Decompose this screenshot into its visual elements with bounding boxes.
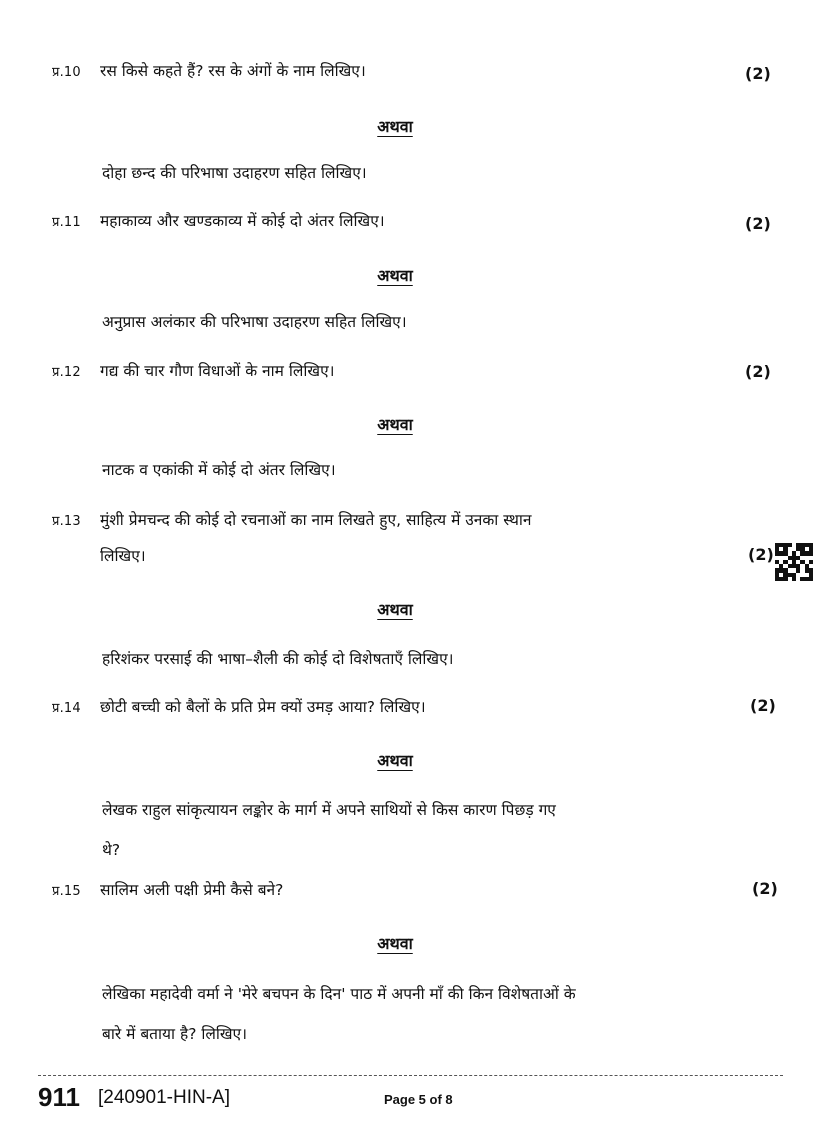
alternative-question: हरिशंकर परसाई की भाषा–शैली की कोई दो विशेषताएँ लिखिए। (102, 650, 454, 668)
footer-divider (38, 1075, 783, 1076)
marks: (2) (745, 214, 771, 233)
marks: (2) (752, 879, 778, 898)
alternative-question-line-1: लेखक राहुल सांकृत्यायन लङ्कोर के मार्ग में अपने साथियों से किस कारण पिछड़ गए (102, 801, 556, 819)
alternative-question: दोहा छन्द की परिभाषा उदाहरण सहित लिखिए। (102, 164, 367, 182)
marks: (2) (748, 545, 774, 564)
athwa-heading: अथवा (377, 600, 413, 619)
marks: (2) (750, 696, 776, 715)
question-text: सालिम अली पक्षी प्रेमी कैसे बने? (100, 881, 284, 899)
alternative-question-line-2: थे? (102, 841, 121, 859)
question-text: महाकाव्य और खण्डकाव्य में कोई दो अंतर लिखिए। (100, 212, 385, 230)
question-number: प्र.12 (52, 365, 81, 380)
alternative-question-line-2: बारे में बताया है? लिखिए। (102, 1025, 248, 1043)
question-number: प्र.13 (52, 514, 81, 529)
question-number: प्र.10 (52, 65, 81, 80)
question-number: प्र.14 (52, 701, 81, 716)
alternative-question: अनुप्रास अलंकार की परिभाषा उदाहरण सहित लिखिए। (102, 313, 407, 331)
qr-code-icon (775, 543, 813, 581)
question-text: गद्य की चार गौण विधाओं के नाम लिखिए। (100, 362, 335, 380)
athwa-heading: अथवा (377, 117, 413, 136)
athwa-heading: अथवा (377, 751, 413, 770)
marks: (2) (745, 362, 771, 381)
athwa-heading: अथवा (377, 415, 413, 434)
athwa-heading: अथवा (377, 266, 413, 285)
question-text: रस किसे कहते हैं? रस के अंगों के नाम लिखिए। (100, 62, 366, 80)
question-text-line-2: लिखिए। (100, 547, 146, 565)
paper-code: 911 (38, 1082, 80, 1112)
subject-code: [240901-HIN-A] (98, 1087, 231, 1108)
question-number: प्र.15 (52, 884, 81, 899)
question-text-line-1: मुंशी प्रेमचन्द की कोई दो रचनाओं का नाम लिखते हुए, साहित्य में उनका स्थान (100, 511, 532, 529)
question-number: प्र.11 (52, 215, 81, 230)
athwa-heading: अथवा (377, 934, 413, 953)
question-text: छोटी बच्ची को बैलों के प्रति प्रेम क्यों उमड़ आया? लिखिए। (100, 698, 426, 716)
alternative-question-line-1: लेखिका महादेवी वर्मा ने 'मेरे बचपन के दिन' पाठ में अपनी माँ की किन विशेषताओं के (102, 985, 576, 1003)
alternative-question: नाटक व एकांकी में कोई दो अंतर लिखिए। (102, 461, 336, 479)
marks: (2) (745, 64, 771, 83)
page-number: Page 5 of 8 (384, 1092, 453, 1107)
